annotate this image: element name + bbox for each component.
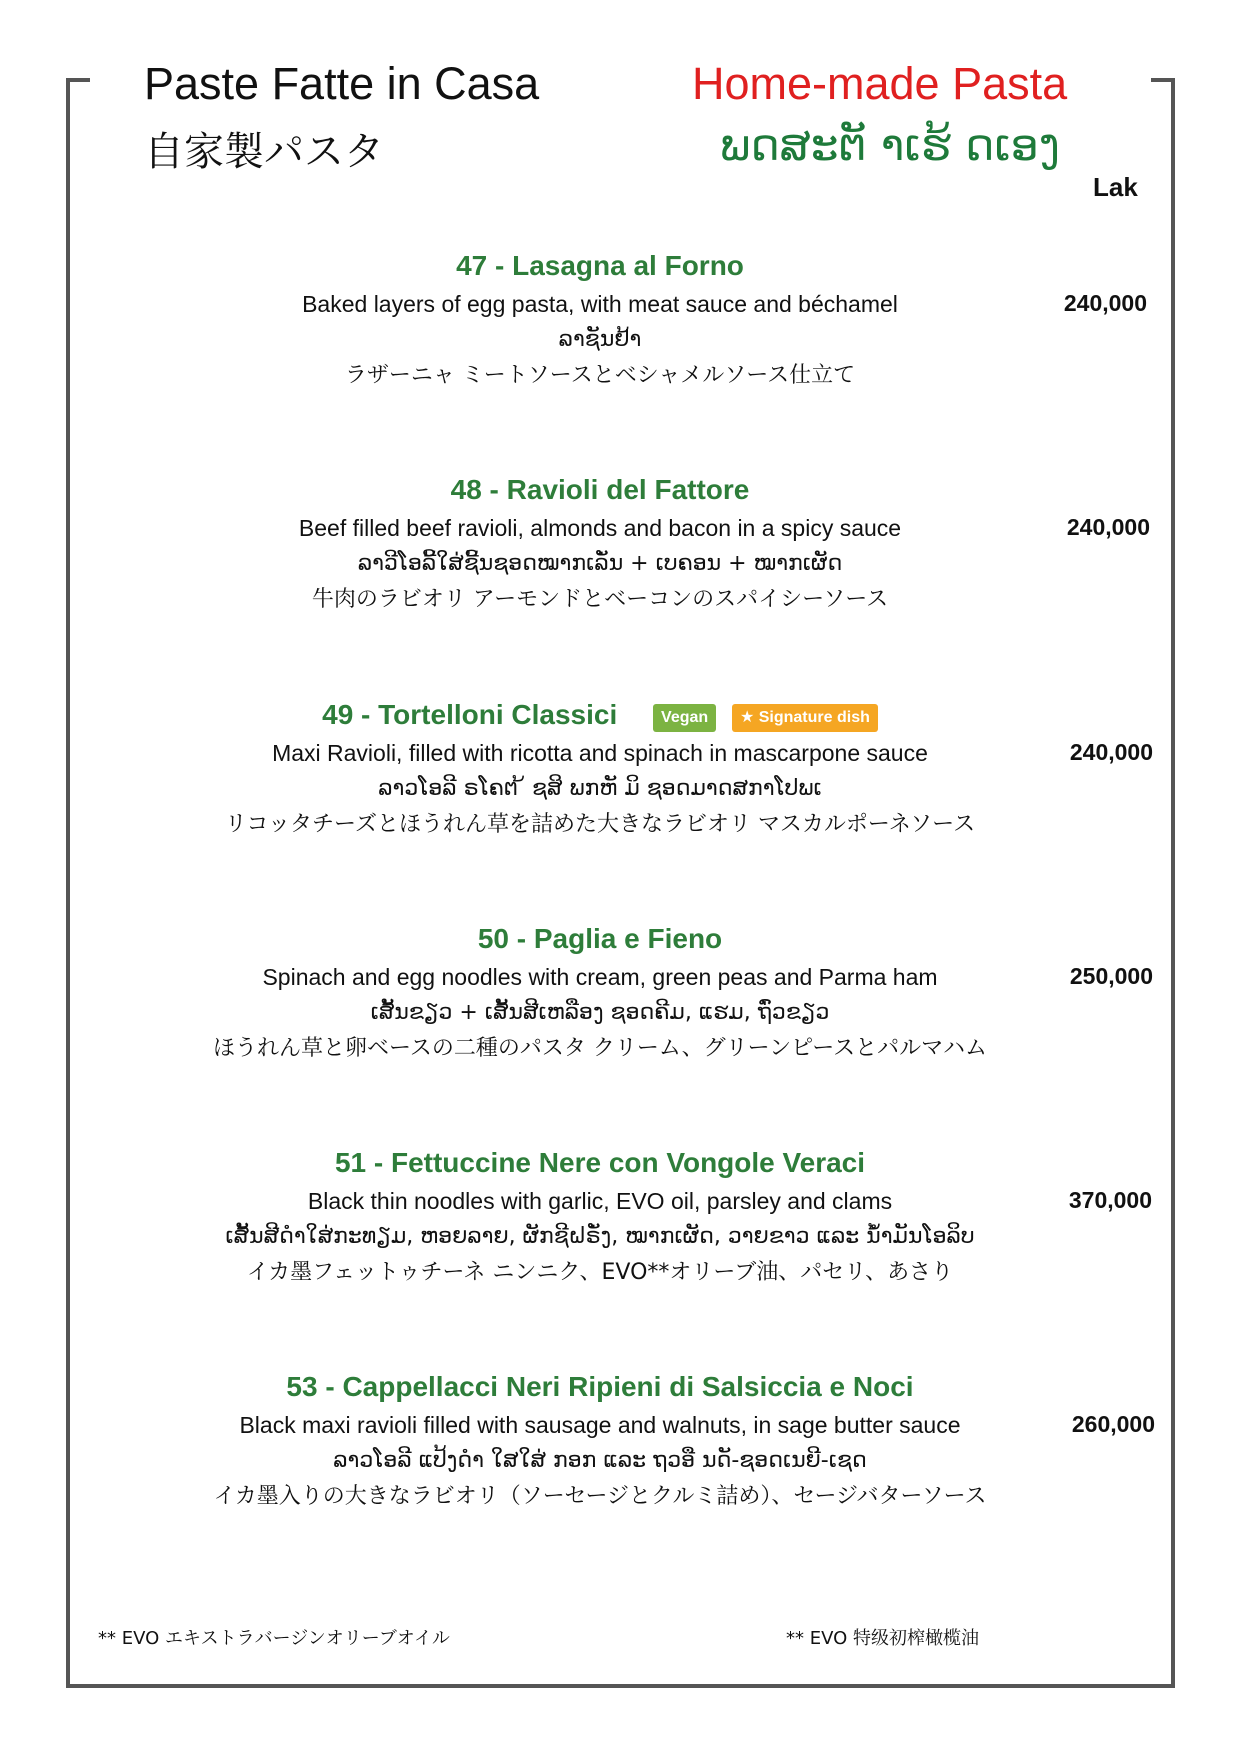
frame-bottom-border bbox=[66, 1684, 1175, 1688]
menu-item-desc-lao: ລາວໂອລີ ແປ້ງດໍາ ໃສໃສ່ ກອກ ແລະ ຖວອື ນດັ-ຊອດເນຍີ-ເຊດ bbox=[333, 1448, 867, 1473]
menu-item-desc-jp: ほうれん草と卵ベースの二種のパスタ クリーム、グリーンピースとパルマハム bbox=[213, 1036, 987, 1061]
frame-top-right-corner bbox=[1151, 78, 1175, 82]
menu-item-desc-en: Baked layers of egg pasta, with meat sauce and béchamel bbox=[302, 291, 898, 317]
footnote-chinese: ** EVO 特级初榨橄榄油 bbox=[786, 1628, 979, 1649]
menu-item-48 bbox=[150, 470, 1050, 618]
menu-item-heading: 48 - Ravioli del Fattore bbox=[450, 474, 750, 505]
title-english: Home-made Pasta bbox=[692, 58, 1068, 109]
title-lao: ພດສະຕັ າເຮ້ ດເອງ bbox=[720, 120, 1060, 171]
footnote-japanese: ** EVO エキストラバージンオリーブオイル bbox=[98, 1628, 450, 1649]
menu-item-heading: 51 - Fettuccine Nere con Vongole Veraci bbox=[334, 1147, 866, 1178]
menu-item-desc-lao: ເສັ້ນສີດຳໃສ່ກະທຽມ, ຫອຍລາຍ, ຜັກຊີຝຣັ່ງ, ໝາກເຜັດ, ວາຍຂາວ ແລະ ນ້ຳມັນໂອລິບ bbox=[225, 1224, 975, 1249]
menu-item-heading: 50 - Paglia e Fieno bbox=[477, 923, 723, 954]
frame-left-border bbox=[66, 78, 70, 1688]
vegan-badge: Vegan bbox=[653, 704, 716, 732]
title-japanese: 自家製パスタ bbox=[144, 129, 384, 175]
menu-item-desc-jp: 牛肉のラビオリ アーモンドとベーコンのスパイシーソース bbox=[311, 587, 889, 612]
menu-item-desc-lao: ລາວໂອລີ ຣໂຄຕ ້ ຊສິ ພກຫັ ມິ ຊອດມາດສກາໂປພເ bbox=[378, 776, 822, 801]
menu-item-desc-lao: ເສັ້ນຂຽວ + ເສັ້ນສີເຫລືອງ ຊອດຄີມ, ແຮມ, ຖົ່ວຂຽວ bbox=[370, 1000, 830, 1025]
menu-item-47 bbox=[150, 246, 1050, 394]
menu-item-desc-jp: イカ墨フェットゥチーネ ニンニク、EVO**オリーブ油、パセリ、あさり bbox=[246, 1260, 954, 1285]
menu-item-heading-row bbox=[150, 695, 1050, 735]
menu-item-price: 250,000 bbox=[1069, 963, 1153, 989]
menu-item-desc-en: Spinach and egg noodles with cream, green peas and Parma ham bbox=[262, 964, 938, 990]
menu-item-desc-lao: ລາວີໂອລີ້ໃສ່ຊີ້ນຊອດໝາກເລັ່ນ + ເບຄອນ + ໝາກເຜັດ bbox=[357, 551, 843, 576]
menu-item-price: 240,000 bbox=[1063, 290, 1147, 316]
menu-item-desc-jp: リコッタチーズとほうれん草を詰めた大きなラビオリ マスカルポーネソース bbox=[224, 812, 976, 837]
menu-item-desc-en: Beef filled beef ravioli, almonds and bacon in a spicy sauce bbox=[298, 515, 902, 541]
menu-item-desc-jp: イカ墨入りの大きなラビオリ（ソーセージとクルミ詰め）、セージバターソース bbox=[213, 1484, 987, 1509]
menu-item-50 bbox=[150, 919, 1050, 1067]
menu-item-49 bbox=[150, 695, 1050, 843]
menu-item-desc-en: Black thin noodles with garlic, EVO oil, parsley and clams bbox=[307, 1188, 893, 1214]
frame-right-border bbox=[1171, 78, 1175, 1688]
frame-top-left-corner bbox=[66, 78, 90, 82]
menu-item-price: 370,000 bbox=[1068, 1187, 1152, 1213]
menu-item-badges bbox=[653, 697, 878, 737]
menu-item-heading: 49 - Tortelloni Classici bbox=[322, 699, 618, 730]
title-italian: Paste Fatte in Casa bbox=[144, 58, 540, 109]
menu-item-desc-en: Maxi Ravioli, filled with ricotta and spinach in mascarpone sauce bbox=[272, 740, 928, 766]
menu-item-heading: 47 - Lasagna al Forno bbox=[456, 250, 744, 281]
menu-item-price: 240,000 bbox=[1069, 739, 1153, 765]
menu-item-heading: 53 - Cappellacci Neri Ripieni di Salsiccia e Noci bbox=[286, 1371, 914, 1402]
menu-item-desc-lao: ລາຊັນຢ້າ bbox=[558, 327, 642, 352]
menu-item-desc-en: Black maxi ravioli filled with sausage and walnuts, in sage butter sauce bbox=[239, 1412, 961, 1438]
currency-label: Lak bbox=[1093, 172, 1138, 202]
menu-item-desc-jp: ラザーニャ ミートソースとベシャメルソース仕立て bbox=[344, 363, 856, 388]
signature-dish-badge: ★ Signature dish bbox=[732, 704, 878, 732]
menu-item-price: 240,000 bbox=[1066, 514, 1150, 540]
menu-item-51 bbox=[150, 1143, 1050, 1291]
menu-item-53 bbox=[150, 1367, 1050, 1515]
menu-item-price: 260,000 bbox=[1071, 1411, 1155, 1437]
